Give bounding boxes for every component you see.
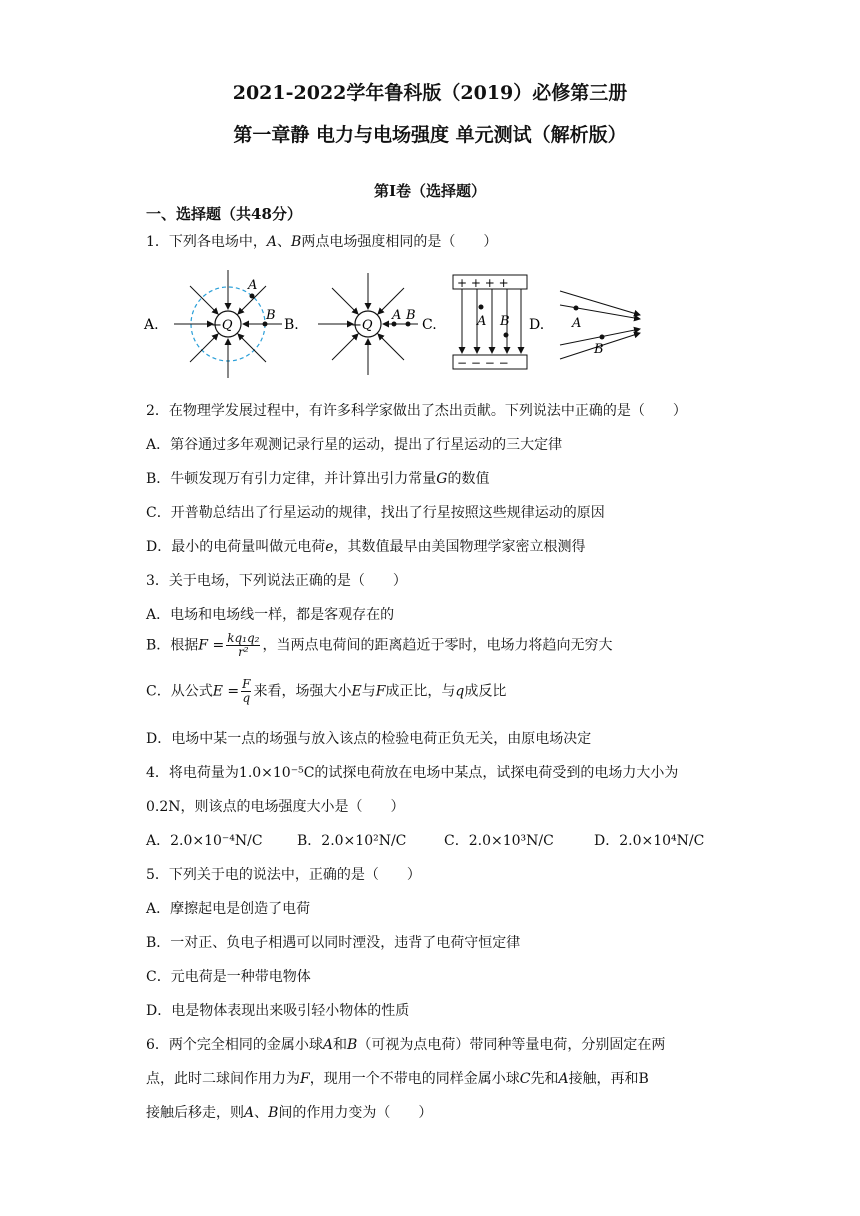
q5-option-c: C．元电荷是一种带电物体 [146, 969, 311, 985]
point-b-label: B [266, 308, 276, 323]
q4-stem-line2: 0.2N，则该点的电场强度大小是（ ） [146, 799, 405, 815]
part-heading: 第Ⅰ卷（选择题） [373, 182, 487, 200]
q2-stem: 2．在物理学发展过程中，有许多科学家做出了杰出贡献。下列说法中正确的是（ ） [146, 403, 687, 419]
q5-option-a: A．摩擦起电是创造了电荷 [146, 901, 311, 917]
q1-stem: 1．下列各电场中，A、B两点电场强度相同的是（ ） [146, 234, 498, 250]
q6-line1: 6．两个完全相同的金属小球A和B（可视为点电荷）带同种等量电荷，分别固定在两 [146, 1037, 666, 1053]
point-a-label: A [248, 278, 258, 293]
q3-option-b: B．根据F = $\frac{\text{kq₁q₂}}{\text{r²}}$ ，当两点电荷间的距离趋近于零时，电场力将趋向无穷大 [146, 631, 613, 659]
coulomb-fraction: $\frac{\text{kq₁q₂}}{\text{r²}}$ [227, 631, 260, 659]
figure-converging [529, 291, 640, 359]
q3-option-a: A．电场和电场线一样，都是客观存在的 [146, 607, 395, 623]
q3-option-c: C．从公式E = $\frac{F}{q}$ 来看，场强大小E与F成正比，与q成反比 [146, 677, 507, 705]
field-fraction: $\frac{F}{q}$ [242, 677, 251, 705]
charge-label-c: −Q [351, 318, 373, 333]
q6-line3: 接触后移走，则A、B间的作用力变为（ ） [146, 1105, 433, 1121]
q2-option-d: D．最小的电荷量叫做元电荷e，其数值最早由美国物理学家密立根测得 [146, 539, 586, 555]
q3-stem: 3．关于电场，下列说法正确的是（ ） [146, 573, 407, 589]
q2-option-b: B．牛顿发现万有引力定律，并计算出引力常量G的数值 [146, 471, 490, 487]
q5-stem: 5．下列关于电的说法中，正确的是（ ） [146, 867, 421, 883]
q1-figures [140, 265, 700, 385]
q4-option-b: B．2.0×10²N/C [297, 833, 407, 849]
figure-parallel-plates [453, 275, 527, 370]
plus-plate: + + + + [457, 276, 509, 290]
field-diagrams [140, 265, 700, 385]
option-c-label: C. [422, 317, 437, 333]
option-a-label: A. [144, 317, 159, 333]
option-d-label: D. [529, 317, 545, 333]
point-a-label-c: A [392, 308, 402, 323]
q4-option-a: A．2.0×10⁻⁴N/C [146, 833, 263, 849]
charge-label: −Q [211, 318, 233, 333]
point-b-label-d: B [594, 342, 604, 357]
q4-stem-line1: 4．将电荷量为1.0×10⁻⁵C的试探电荷放在电场中某点，试探电荷受到的电场力大小为 [146, 765, 679, 781]
figure-c [318, 273, 437, 375]
formula-field: E = [212, 683, 240, 700]
option-b-label: B. [284, 317, 299, 333]
q3-option-d: D．电场中某一点的场强与放入该点的检验电荷正负无关，由原电场决定 [146, 731, 592, 747]
q2-option-a: A．第谷通过多年观测记录行星的运动，提出了行星运动的三大定律 [146, 437, 563, 453]
document-subtitle: 第一章静 电力与电场强度 单元测试（解析版） [233, 124, 627, 146]
point-b-label-plates: B [500, 314, 510, 329]
formula-coulomb: F = [198, 637, 225, 654]
minus-plate: − − − − [457, 356, 509, 370]
q5-option-b: B．一对正、负电子相遇可以同时湮没，违背了电荷守恒定律 [146, 935, 521, 951]
point-a-label-d: A [572, 316, 582, 331]
figure-a [143, 270, 299, 378]
q2-option-c: C．开普勒总结出了行星运动的规律，找出了行星按照这些规律运动的原因 [146, 505, 605, 521]
q4-option-d: D．2.0×10⁴N/C [594, 833, 705, 849]
point-b-label-c: B [406, 308, 416, 323]
q6-line2: 点，此时二球间作用力为F，现用一个不带电的同样金属小球C先和A接触，再和B [146, 1071, 649, 1087]
q4-option-c: C．2.0×10³N/C [444, 833, 554, 849]
q5-option-d: D．电是物体表现出来吸引轻小物体的性质 [146, 1003, 410, 1019]
document-title: 2021-2022学年鲁科版（2019）必修第三册 [232, 82, 628, 104]
point-a-label-plates: A [477, 314, 487, 329]
section-heading: 一、选择题（共48分） [146, 205, 302, 223]
